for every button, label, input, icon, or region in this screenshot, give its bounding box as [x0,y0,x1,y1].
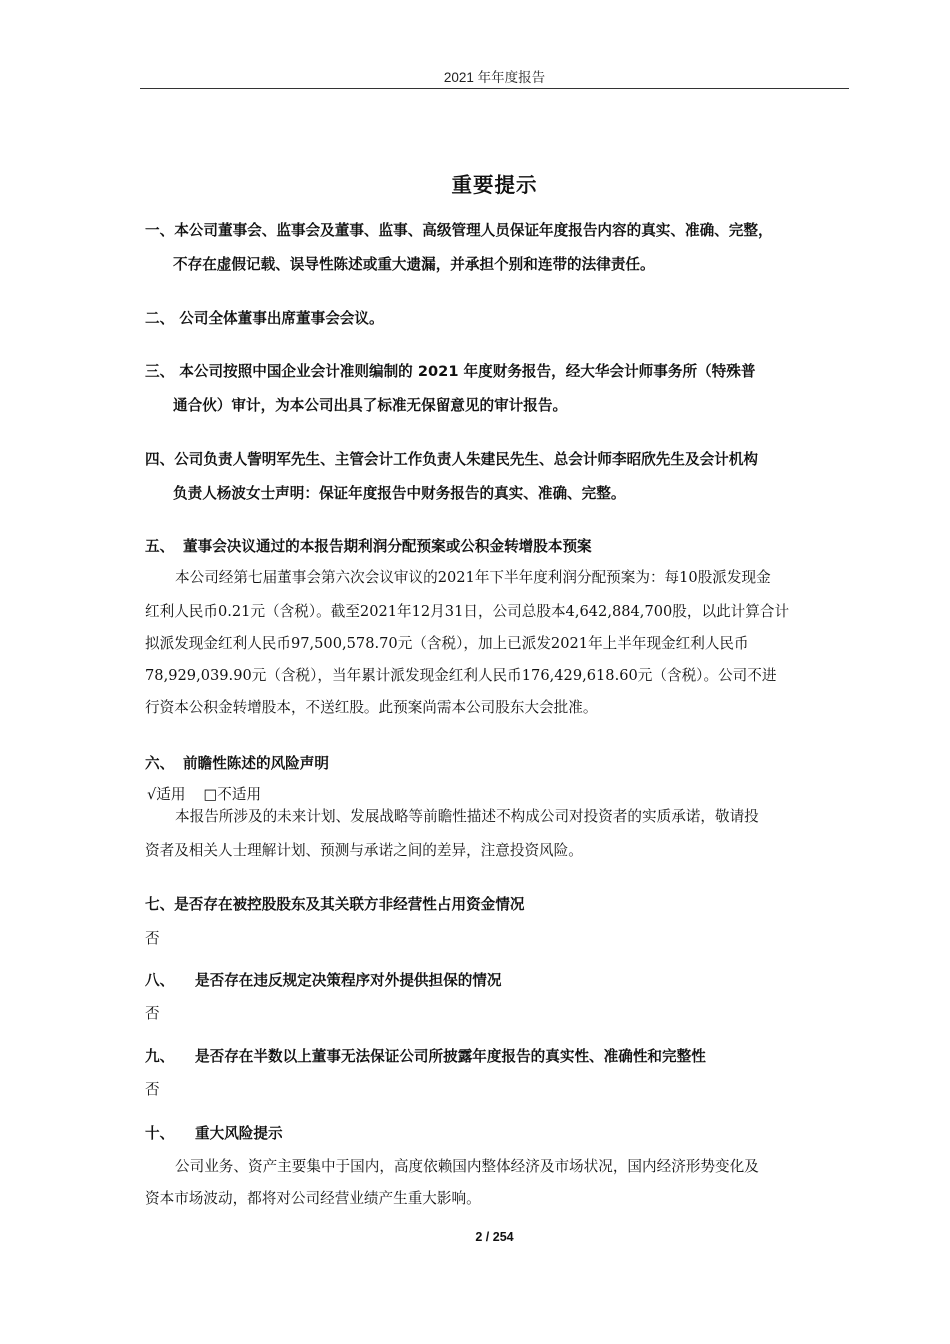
section-5-body-line-5: 行资本公积金转增股本，不送红股。此预案尚需本公司股东大会批准。 [145,699,598,716]
section-3-line-1: 三、 本公司按照中国企业会计准则编制的 2021 年度财务报告，经大华会计师事务所（特殊普 [145,363,756,380]
section-10-body-line-1: 公司业务、资产主要集中于国内，高度依赖国内整体经济及市场状况，国内经济形势变化及 [175,1158,759,1175]
section-8-title: 是否存在违反规定决策程序对外提供担保的情况 [195,972,502,989]
section-1-line-1: 一、本公司董事会、监事会及董事、监事、高级管理人员保证年度报告内容的真实、准确、完整， [145,222,773,239]
section-2-line-1: 二、 公司全体董事出席董事会会议。 [145,310,384,327]
section-5-body-line-3: 拟派发现金红利人民币97,500,578.70元（含税），加上已派发2021年上半年现金红利人民币 [145,635,749,652]
not-applicable-option: □不适用 [203,786,262,803]
section-6-title: 前瞻性陈述的风险声明 [183,755,329,772]
page-number: 2 / 254 [475,1230,514,1244]
section-7-answer: 否 [145,930,160,947]
section-6-heading [145,752,329,773]
header-divider [140,88,849,89]
section-6-body-line-2: 资者及相关人士理解计划、预测与承诺之间的差异，注意投资风险。 [145,842,583,859]
section-1-line-2: 不存在虚假记载、误导性陈述或重大遗漏，并承担个别和连带的法律责任。 [173,256,655,273]
applicable-option: √适用 [147,786,186,803]
section-4-line-2: 负责人杨波女士声明：保证年度报告中财务报告的真实、准确、完整。 [173,485,626,502]
section-8-answer: 否 [145,1005,160,1022]
section-10-body-line-2: 资本市场波动，都将对公司经营业绩产生重大影响。 [145,1190,481,1207]
section-5-body-line-2: 红利人民币0.21元（含税）。截至2021年12月31日，公司总股本4,642,884,700股，以此计算合计 [145,603,790,620]
applicability-row [147,783,261,804]
page-title: 重要提示 [451,173,538,197]
section-9-answer: 否 [145,1081,160,1098]
section-5-body-line-4: 78,929,039.90元（含税），当年累计派发现金红利人民币176,429,618.60元（含税）。公司不进 [145,667,777,684]
section-8-heading [145,969,501,990]
section-9-number: 九、 [145,1048,175,1065]
section-4-line-1: 四、公司负责人訾明军先生、主管会计工作负责人朱建民先生、总会计师李昭欣先生及会计机构 [145,451,758,468]
section-6-body-line-1: 本报告所涉及的未来计划、发展战略等前瞻性描述不构成公司对投资者的实质承诺，敬请投 [175,808,759,825]
section-8-number: 八、 [145,972,175,989]
section-10-number: 十、 [145,1125,175,1142]
section-10-heading [145,1122,283,1143]
section-9-heading [145,1045,706,1066]
section-5-number: 五、 [145,538,175,555]
section-7-heading: 七、是否存在被控股股东及其关联方非经营性占用资金情况 [145,896,525,913]
section-5-title: 董事会决议通过的本报告期利润分配预案或公积金转增股本预案 [183,538,592,555]
section-5-heading [145,535,592,556]
section-6-number: 六、 [145,755,175,772]
section-5-body-line-1: 本公司经第七届董事会第六次会议审议的2021年下半年度利润分配预案为：每10股派发现金 [175,569,771,586]
section-9-title: 是否存在半数以上董事无法保证公司所披露年度报告的真实性、准确性和完整性 [195,1048,706,1065]
page-header: 2021 年年度报告 [443,70,546,85]
section-3-line-2: 通合伙）审计，为本公司出具了标准无保留意见的审计报告。 [173,397,568,414]
section-10-title: 重大风险提示 [195,1125,283,1142]
